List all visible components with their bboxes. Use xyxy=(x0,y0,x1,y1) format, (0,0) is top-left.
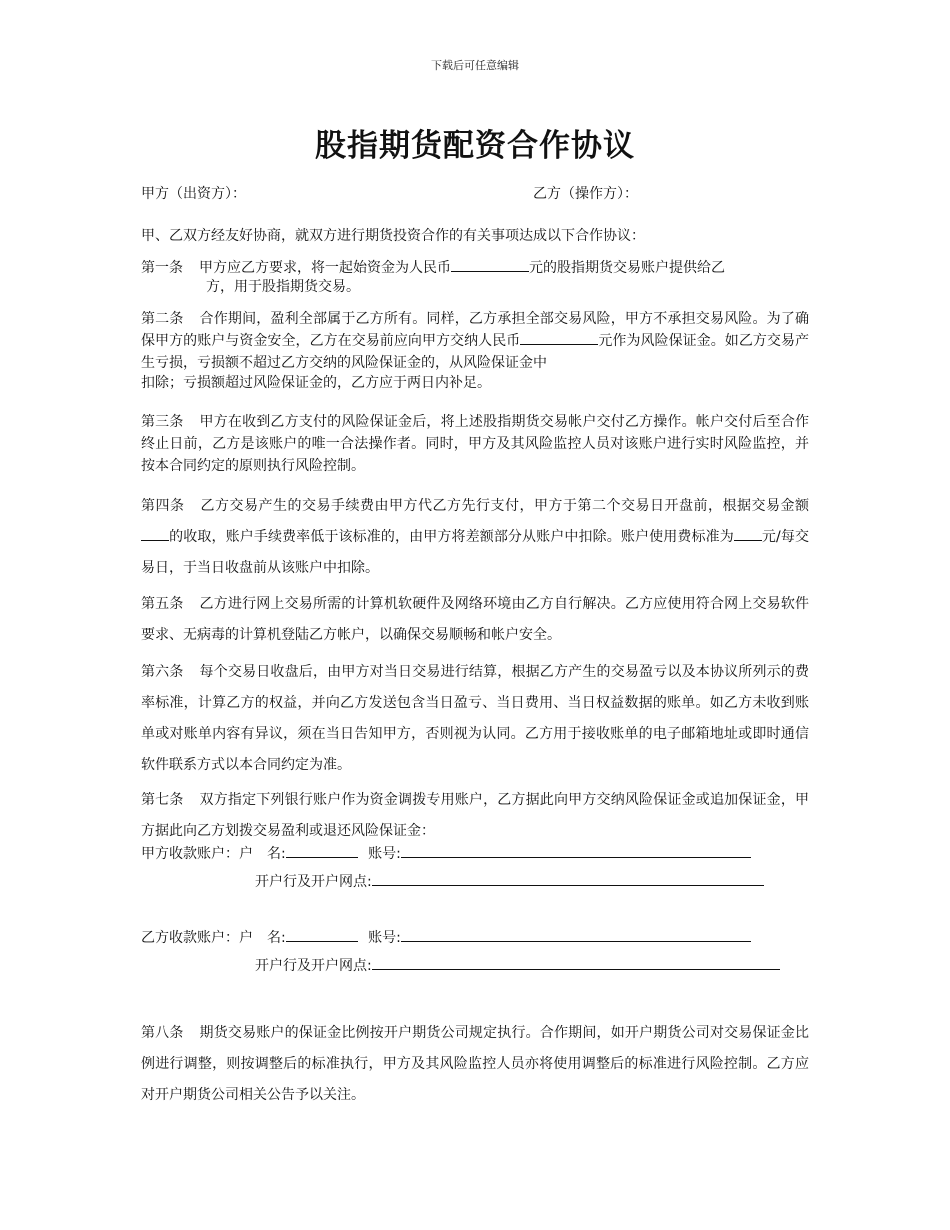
party-b-bank-line xyxy=(255,955,780,975)
article-2-label: 第二条 xyxy=(141,311,184,327)
party-a-name-field[interactable] xyxy=(286,843,358,858)
party-b-label: 乙方（操作方）： xyxy=(533,186,638,202)
article-4-label: 第四条 xyxy=(141,498,185,514)
party-b-bank-label: 开户行及开户网点: xyxy=(255,958,372,974)
party-a-name-label: 户 名: xyxy=(239,846,286,862)
article-2-text-before: 合作期间，盈利全部属于乙方所有。同样，乙方承担全部交易风险，甲方不承担交易风险。为了确保甲方的账户与资金安全，乙方在交易前应向甲方交纳人民币 xyxy=(141,311,810,349)
article-2 xyxy=(141,308,809,374)
party-b-name-label: 户 名: xyxy=(239,930,286,946)
article-8 xyxy=(141,1018,809,1111)
party-a-bank-label: 开户行及开户网点: xyxy=(255,874,372,890)
document-title: 股指期货配资合作协议 xyxy=(315,128,635,164)
party-a-number-field[interactable] xyxy=(401,843,751,858)
article-5-text: 乙方进行网上交易所需的计算机软硬件及网络环境由乙方自行解决。乙方应使用符合网上交易软件要求、无病毒的计算机登陆乙方帐户，以确保交易顺畅和帐户安全。 xyxy=(141,596,810,643)
party-a-bank-field[interactable] xyxy=(372,871,764,886)
party-a-number-label: 账号: xyxy=(368,846,401,862)
article-3-text: 甲方在收到乙方支付的风险保证金后，将上述股指期货交易帐户交付乙方操作。帐户交付后至合作终止日前，乙方是该账户的唯一合法操作者。同时，甲方及其风险监控人员对该账户进行实时风险监控，并按本合同约定的原则执行风险控制。 xyxy=(141,414,810,474)
article-6-label: 第六条 xyxy=(141,664,184,680)
article-4-text-1: 乙方交易产生的交易手续费由甲方代乙方先行支付，甲方于第二个交易日开盘前，根据交易金额 xyxy=(200,498,809,514)
party-b-account-label: 乙方收款账户： xyxy=(141,930,239,946)
article-2-text-after: 元作为风险保证金。如乙方交易产生亏损，亏损额不超过乙方交纳的风险保证金的，从风险保证金中 xyxy=(141,333,810,371)
article-4-fee-blank xyxy=(734,526,762,541)
article-1 xyxy=(141,257,809,279)
article-6-text: 每个交易日收盘后，由甲方对当日交易进行结算，根据乙方产生的交易盈亏以及本协议所列示的费率标准，计算乙方的权益，并向乙方发送包含当日盈亏、当日费用、当日权益数据的账单。如乙方未收到账单或对账单内容有异议，须在当日告知甲方，否则视为认同。乙方用于接收账单的电子邮箱地址或即时通信软件联系方式以本合同约定为准。 xyxy=(141,664,810,773)
article-7-label: 第七条 xyxy=(141,792,184,808)
article-5 xyxy=(141,589,809,651)
article-7 xyxy=(141,785,809,847)
party-b-number-label: 账号: xyxy=(368,930,401,946)
article-1-text-before: 甲方应乙方要求，将一起始资金为人民币 xyxy=(199,260,451,276)
article-1-text-after: 元的股指期货交易账户提供给乙 xyxy=(529,260,725,276)
intro-paragraph: 甲、乙双方经友好协商，就双方进行期货投资合作的有关事项达成以下合作协议： xyxy=(141,228,645,244)
party-b-name-field[interactable] xyxy=(286,927,358,942)
article-1-amount-blank xyxy=(451,257,529,272)
article-4-amount-blank xyxy=(141,526,169,541)
article-1-continuation: 方，用于股指期货交易。 xyxy=(206,279,360,295)
article-6 xyxy=(141,657,809,781)
article-4-text-2: 的收取，账户手续费率低于该标准的，由甲方将差额部分从账户中扣除。账户使用费标准为 xyxy=(169,529,734,545)
article-4 xyxy=(141,491,809,584)
article-8-text: 期货交易账户的保证金比例按开户期货公司规定执行。合作期间，如开户期货公司对交易保证金比例进行调整，则按调整后的标准执行，甲方及其风险监控人员亦将使用调整后的标准进行风险控制。乙方应对开户期货公司相关公告予以关注。 xyxy=(141,1025,810,1103)
party-a-account-label: 甲方收款账户： xyxy=(141,846,239,862)
article-4-text-3: 元/每交易日，于当日收盘前从该账户中扣除。 xyxy=(141,529,809,576)
article-8-label: 第八条 xyxy=(141,1025,184,1041)
article-1-label: 第一条 xyxy=(141,260,183,276)
party-b-number-field[interactable] xyxy=(401,927,751,942)
article-3 xyxy=(141,411,809,477)
article-7-text: 双方指定下列银行账户作为资金调拨专用账户，乙方据此向甲方交纳风险保证金或追加保证金，甲方据此向乙方划拨交易盈利或退还风险保证金： xyxy=(141,792,810,839)
party-b-bank-field[interactable] xyxy=(372,955,780,970)
header-note: 下载后可任意编辑 xyxy=(431,59,519,72)
article-2-amount-blank xyxy=(520,330,598,345)
article-2-continuation: 扣除；亏损额超过风险保证金的，乙方应于两日内补足。 xyxy=(141,375,491,391)
article-3-label: 第三条 xyxy=(141,414,184,430)
party-a-label: 甲方（出资方）： xyxy=(141,186,246,202)
party-a-bank-line xyxy=(255,871,764,891)
party-a-account-line xyxy=(141,843,751,863)
party-b-account-line xyxy=(141,927,751,947)
article-5-label: 第五条 xyxy=(141,596,184,612)
